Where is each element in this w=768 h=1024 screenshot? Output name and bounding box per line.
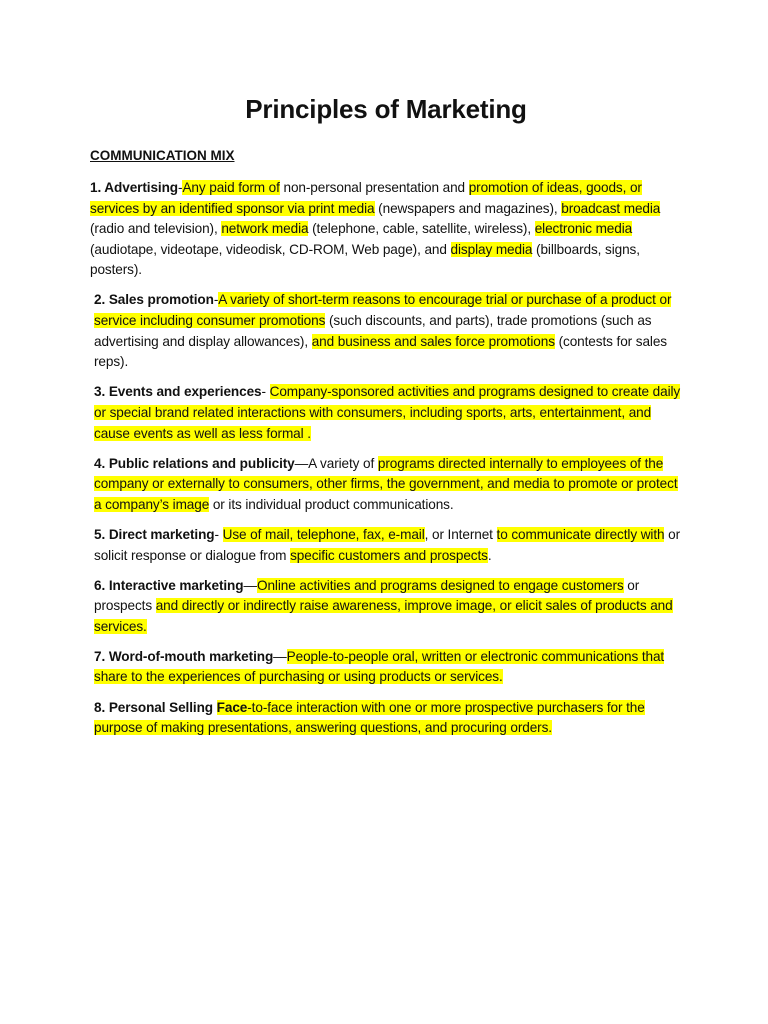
item-term: 6. Interactive marketing: [94, 577, 244, 593]
body-text: -: [178, 180, 183, 195]
highlighted-text: People-to-people oral, written or electronic communications that share to the experiences of purchasing or using products or services.: [94, 648, 665, 685]
body-text: (contests for sales reps).: [94, 333, 667, 370]
body-text: (audiotape, videotape, videodisk, CD-ROM, Web page), and: [90, 241, 451, 257]
body-text: (newspapers and magazines),: [374, 200, 562, 216]
list-item: [90, 178, 686, 281]
highlighted-text: display media: [450, 241, 533, 257]
list-item: [90, 698, 686, 739]
body-text: .: [487, 547, 492, 563]
body-text: —: [243, 577, 257, 593]
item-term: 2. Sales promotion: [94, 292, 214, 308]
item-term: 8. Personal Selling: [94, 699, 217, 715]
communication-mix-list: [90, 178, 686, 748]
item-term: 3. Events and experiences: [94, 384, 262, 400]
body-text: or solicit response or dialogue from: [94, 526, 681, 563]
body-text: (telephone, cable, satellite, wireless),: [308, 221, 535, 237]
highlighted-text: A variety of short-term reasons to encourage trial or purchase of a product or service including consumer promotions: [94, 292, 672, 329]
list-item: [90, 647, 686, 688]
body-text: , or Internet: [424, 526, 497, 542]
item-term: 7. Word-of-mouth marketing: [94, 648, 274, 664]
highlighted-text: electronic media: [534, 221, 633, 237]
highlighted-text: Company-sponsored activities and programs designed to create daily or special brand related interactions with consumers, including sports, arts, entertainment, and cause events as well as less formal .: [94, 384, 681, 441]
body-text: or its individual product communications.: [209, 496, 454, 512]
body-text: -: [213, 292, 219, 308]
highlighted-text: programs directed internally to employees of the company or externally to consumers, other firms, the government, and media to promote or protect a company’s image: [94, 455, 678, 512]
list-item: [90, 454, 686, 516]
item-term: 4. Public relations and publicity: [94, 455, 295, 471]
body-text: non-personal presentation and: [279, 180, 469, 195]
body-text: —A variety of: [294, 455, 378, 471]
body-text: or prospects: [94, 577, 640, 614]
item-term: 5. Direct marketing: [94, 526, 215, 542]
highlighted-text: Use of mail, telephone, fax, e-mail: [222, 526, 425, 542]
highlighted-text: Any paid form of: [182, 180, 280, 195]
highlighted-text: Online activities and programs designed to engage customers: [256, 577, 624, 593]
highlighted-text: network media: [221, 221, 309, 237]
highlighted-text: -to-face interaction with one or more prospective purchasers for the purpose of making presentations, answering questions, and procuring orders.: [94, 699, 645, 736]
body-text: (such discounts, and parts), trade promotions (such as advertising and display allowances),: [94, 313, 652, 349]
body-text: (billboards, signs, posters).: [90, 241, 640, 278]
item-term: Face: [216, 699, 248, 715]
body-text: -: [261, 384, 270, 400]
highlighted-text: promotion of ideas, goods, or services by an identified sponsor via print media: [90, 180, 642, 216]
highlighted-text: and business and sales force promotions: [311, 333, 555, 349]
list-item: [90, 576, 686, 638]
body-text: (radio and television),: [90, 221, 222, 237]
highlighted-text: and directly or indirectly raise awareness, improve image, or elicit sales of products and services.: [94, 598, 673, 634]
list-item: [90, 290, 686, 372]
highlighted-text: to communicate directly with: [496, 526, 665, 542]
page-title: Principles of Marketing: [245, 94, 527, 124]
list-item: [90, 525, 686, 566]
body-text: —: [273, 648, 287, 664]
body-text: -: [214, 526, 223, 542]
highlighted-text: specific customers and prospects: [290, 547, 488, 563]
section-heading: COMMUNICATION MIX: [90, 148, 235, 163]
list-item: [90, 382, 686, 444]
highlighted-text: broadcast media: [561, 200, 661, 216]
item-term: 1. Advertising: [90, 180, 178, 195]
